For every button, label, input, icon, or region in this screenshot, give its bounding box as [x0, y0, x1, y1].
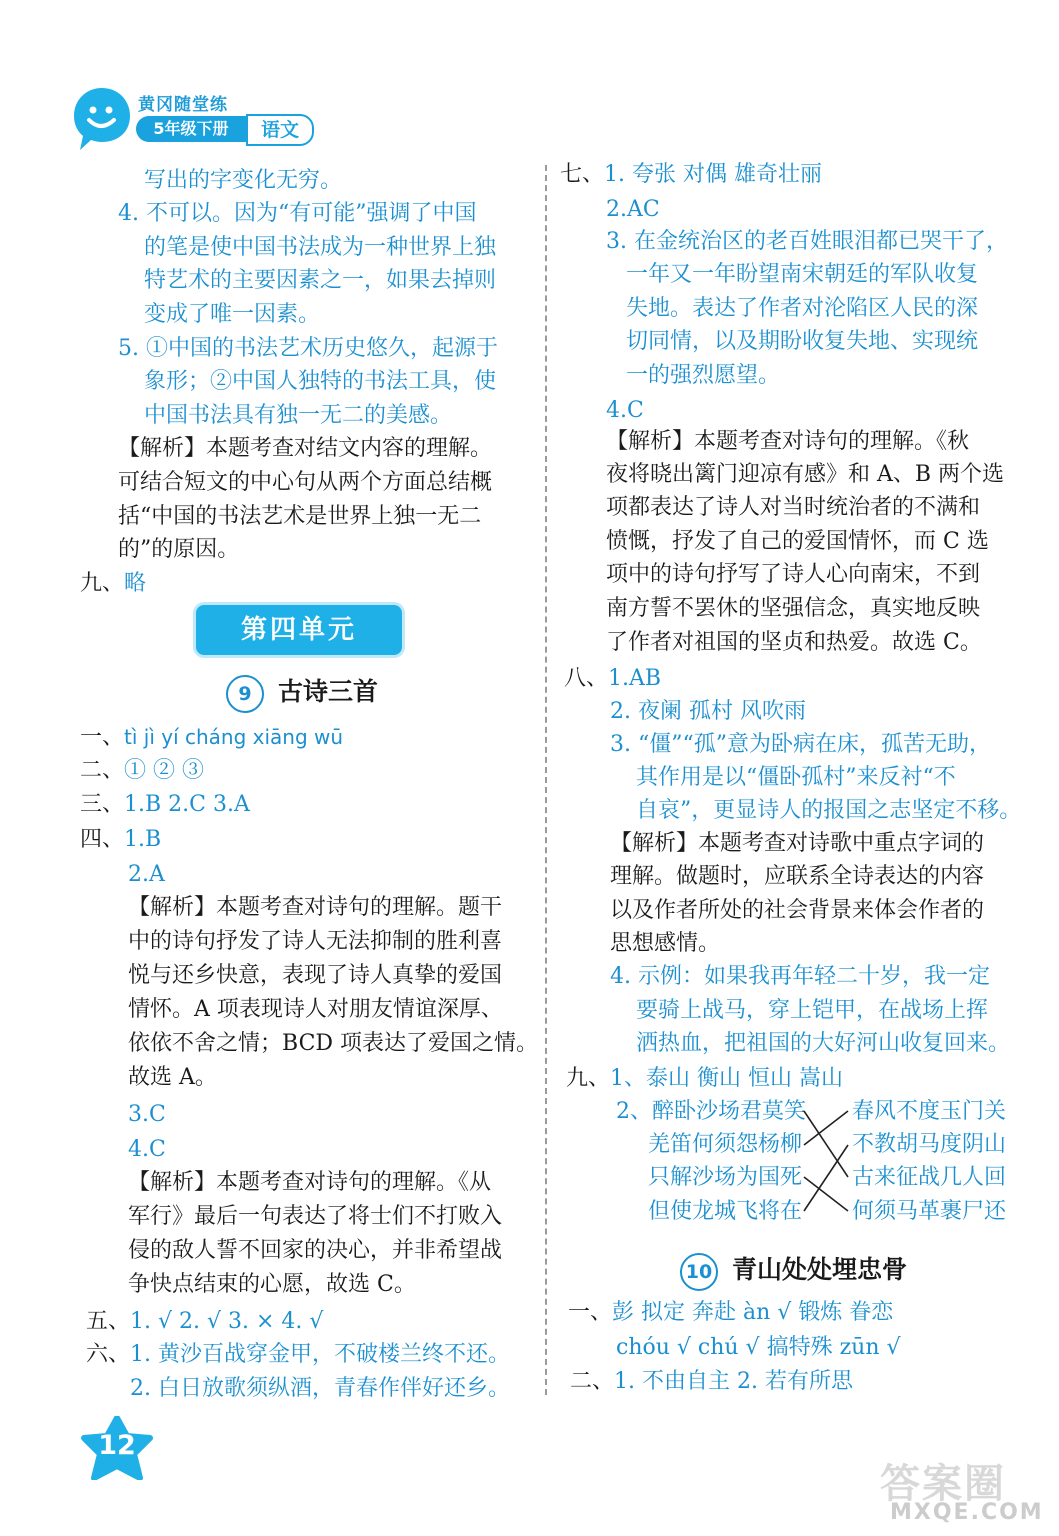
answer-text: 1.B 2.C 3.A — [124, 792, 250, 817]
analysis-line: 【解析】本题考查对诗句的理解。《秋 — [606, 429, 970, 454]
answer-line: 切同情，以及期盼收复失地、实现统 — [626, 329, 979, 354]
analysis-line: 南方誓不罢休的坚强信念，真实地反映 — [606, 596, 981, 621]
answer-line: 变成了唯一因素。 — [144, 302, 321, 327]
analysis-line: 思想感情。 — [610, 931, 721, 956]
answer-line: 3. 在金统治区的老百姓眼泪都已哭干了， — [606, 229, 1008, 254]
answer-text: 1. 不由自主 2. 若有所思 — [614, 1369, 853, 1394]
analysis-line: 情怀。A 项表现诗人对朋友情谊深厚、 — [128, 997, 503, 1022]
question-row — [564, 664, 661, 694]
analysis-line: 侵的敌人誓不回家的决心，并非希望战 — [128, 1238, 503, 1263]
question-row — [80, 722, 343, 753]
answer-line: 5. ①中国的书法艺术历史悠久，起源于 — [118, 336, 498, 361]
analysis-line: 了作者对祖国的坚贞和热爱。故选 C。 — [606, 630, 982, 655]
answer-text: 1. 黄沙百战穿金甲，不破楼兰终不还。 — [130, 1342, 511, 1367]
analysis-line: 的”的原因。 — [118, 537, 240, 562]
analysis-line: 括“中国的书法艺术是世界上独一无二 — [118, 504, 482, 529]
analysis-line: 理解。做题时，应联系全诗表达的内容 — [610, 864, 985, 889]
analysis-line: 可结合短文的中心句从两个方面总结概 — [118, 470, 493, 495]
analysis-line: 【解析】本题考查对诗句的理解。《从 — [128, 1170, 492, 1195]
brand-title: 黄冈随堂练 — [138, 95, 228, 115]
analysis-line: 【解析】本题考查对诗歌中重点字词的 — [610, 831, 985, 856]
answer-text: 1、泰山 衡山 恒山 嵩山 — [610, 1066, 843, 1091]
analysis-line: 中的诗句抒发了诗人无法抑制的胜利喜 — [128, 929, 503, 954]
question-label: 四、 — [80, 827, 125, 852]
answer-text: 1.B — [124, 827, 162, 852]
analysis-line: 【解析】本题考查对结文内容的理解。 — [118, 436, 493, 461]
match-right-item: 不教胡马度阴山 — [852, 1132, 1007, 1157]
answer-line: 象形；②中国人独特的书法工具，使 — [144, 369, 497, 394]
question-label: 六、 — [86, 1342, 131, 1367]
answer-line: 4.C — [606, 398, 644, 423]
answer-line: 2. 夜阑 孤村 风吹雨 — [610, 699, 806, 724]
answer-line: 3.C — [128, 1102, 166, 1127]
page-number-badge — [80, 1416, 154, 1480]
answer-text: 1.AB — [608, 666, 662, 691]
question-row — [568, 1298, 893, 1328]
lesson-title: 青山处处埋忠骨 — [732, 1255, 908, 1284]
answer-text: tì jì yí cháng xiāng wū — [124, 725, 344, 749]
unit-banner: 第四单元 — [196, 605, 402, 655]
answer-line: 2.AC — [606, 197, 660, 222]
answer-line: 写出的字变化无穷。 — [144, 168, 343, 193]
analysis-line: 项中的诗句抒写了诗人心向南宋，不到 — [606, 562, 981, 587]
question-row — [560, 160, 822, 190]
question-row — [80, 825, 161, 855]
analysis-line: 夜将晓出篱门迎凉有感》和 A、B 两个选 — [606, 462, 1005, 487]
analysis-line: 故选 A。 — [128, 1065, 217, 1090]
match-left-item: 但使龙城飞将在 — [648, 1199, 803, 1224]
match-right-item: 何须马革裹尸还 — [852, 1199, 1007, 1224]
answer-line: 一年又一年盼望南宋朝廷的军队收复 — [626, 262, 979, 287]
question-label: 一、 — [568, 1300, 613, 1325]
lesson-number: 9 — [226, 675, 264, 713]
question-label: 七、 — [560, 162, 605, 187]
match-right-item: 古来征战几人回 — [852, 1165, 1007, 1190]
answer-line: 4. 示例：如果我再年轻二十岁，我一定 — [610, 964, 990, 989]
question-row — [80, 790, 250, 820]
answer-text: 略 — [124, 571, 147, 596]
analysis-line: 依依不舍之情；BCD 项表达了爱国之情。 — [128, 1031, 539, 1056]
match-left-item: 羌笛何须怨杨柳 — [648, 1132, 803, 1157]
subject-label: 语文 — [246, 114, 314, 146]
lesson-heading — [226, 672, 378, 713]
question-row — [86, 1307, 323, 1337]
analysis-line: 军行》最后一句表达了将士们不打败入 — [128, 1204, 503, 1229]
answer-line: 特艺术的主要因素之一，如果去掉则 — [144, 268, 497, 293]
answer-line: 自哀”，更显诗人的报国之志坚定不移。 — [636, 798, 1022, 823]
answer-line: 2.A — [128, 862, 165, 887]
question-row — [80, 756, 204, 786]
answer-line: 3. “僵”“孤”意为卧病在床，孤苦无助， — [610, 732, 991, 757]
grade-label: 5年级下册 — [136, 116, 246, 142]
match-right-item: 春风不度玉门关 — [852, 1099, 1007, 1124]
answer-text: ① ② ③ — [124, 758, 205, 783]
lesson-number: 10 — [680, 1253, 718, 1291]
question-label: 八、 — [564, 666, 609, 691]
analysis-line: 【解析】本题考查对诗句的理解。题干 — [128, 895, 503, 920]
lesson-title: 古诗三首 — [278, 677, 379, 706]
question-label: 九、 — [80, 571, 125, 596]
analysis-line: 悦与还乡快意，表现了诗人真挚的爱国 — [128, 963, 503, 988]
answer-line: 4. 不可以。因为“有可能”强调了中国 — [118, 201, 477, 226]
question-row — [80, 569, 146, 599]
answer-line: chóu √ chú √ 搞特殊 zūn √ — [616, 1335, 901, 1360]
watermark: 答案圈 — [880, 1461, 1006, 1507]
smiley-logo-icon — [72, 86, 132, 152]
answer-line: 失地。表达了作者对沦陷区人民的深 — [626, 296, 979, 321]
answer-line: 洒热血，把祖国的大好河山收复回来。 — [636, 1031, 1011, 1056]
answer-text: 彭 拟定 奔赴 àn √ 锻炼 眷恋 — [612, 1300, 894, 1325]
watermark-url: MXQE.COM — [890, 1500, 1044, 1525]
answer-line: 的笔是使中国书法成为一种世界上独 — [144, 235, 497, 260]
match-left-item: 2、醉卧沙场君莫笑 — [616, 1099, 806, 1124]
analysis-line: 以及作者所处的社会背景来体会作者的 — [610, 898, 985, 923]
analysis-line: 争快点结束的心愿，故选 C。 — [128, 1272, 416, 1297]
page-number: 12 — [98, 1430, 136, 1461]
answer-line: 中国书法具有独一无二的美感。 — [144, 403, 453, 428]
answer-text: 1. √ 2. √ 3. × 4. √ — [130, 1309, 324, 1334]
question-label: 二、 — [80, 758, 125, 783]
matching-lines — [800, 1095, 852, 1225]
lesson-heading — [680, 1250, 907, 1291]
match-left-item: 只解沙场为国死 — [648, 1165, 803, 1190]
analysis-line: 项都表达了诗人对当时统治者的不满和 — [606, 495, 981, 520]
answer-line: 其作用是以“僵卧孤村”来反衬“不 — [636, 765, 956, 790]
question-row — [86, 1340, 510, 1370]
question-label: 一、 — [80, 725, 125, 750]
question-label: 九、 — [566, 1066, 611, 1091]
answer-line: 2. 白日放歌须纵酒，青春作伴好还乡。 — [130, 1376, 510, 1401]
question-row — [566, 1064, 843, 1094]
answer-line: 要骑上战马，穿上铠甲，在战场上挥 — [636, 998, 989, 1023]
question-label: 二、 — [570, 1369, 615, 1394]
answer-line: 4.C — [128, 1137, 166, 1162]
answer-text: 1. 夸张 对偶 雄奇壮丽 — [604, 162, 822, 187]
analysis-line: 愤慨，抒发了自己的爱国情怀，而 C 选 — [606, 529, 989, 554]
question-label: 五、 — [86, 1309, 131, 1334]
column-divider — [545, 165, 547, 1395]
question-label: 三、 — [80, 792, 125, 817]
question-row — [570, 1367, 853, 1397]
answer-line: 一的强烈愿望。 — [626, 363, 781, 388]
